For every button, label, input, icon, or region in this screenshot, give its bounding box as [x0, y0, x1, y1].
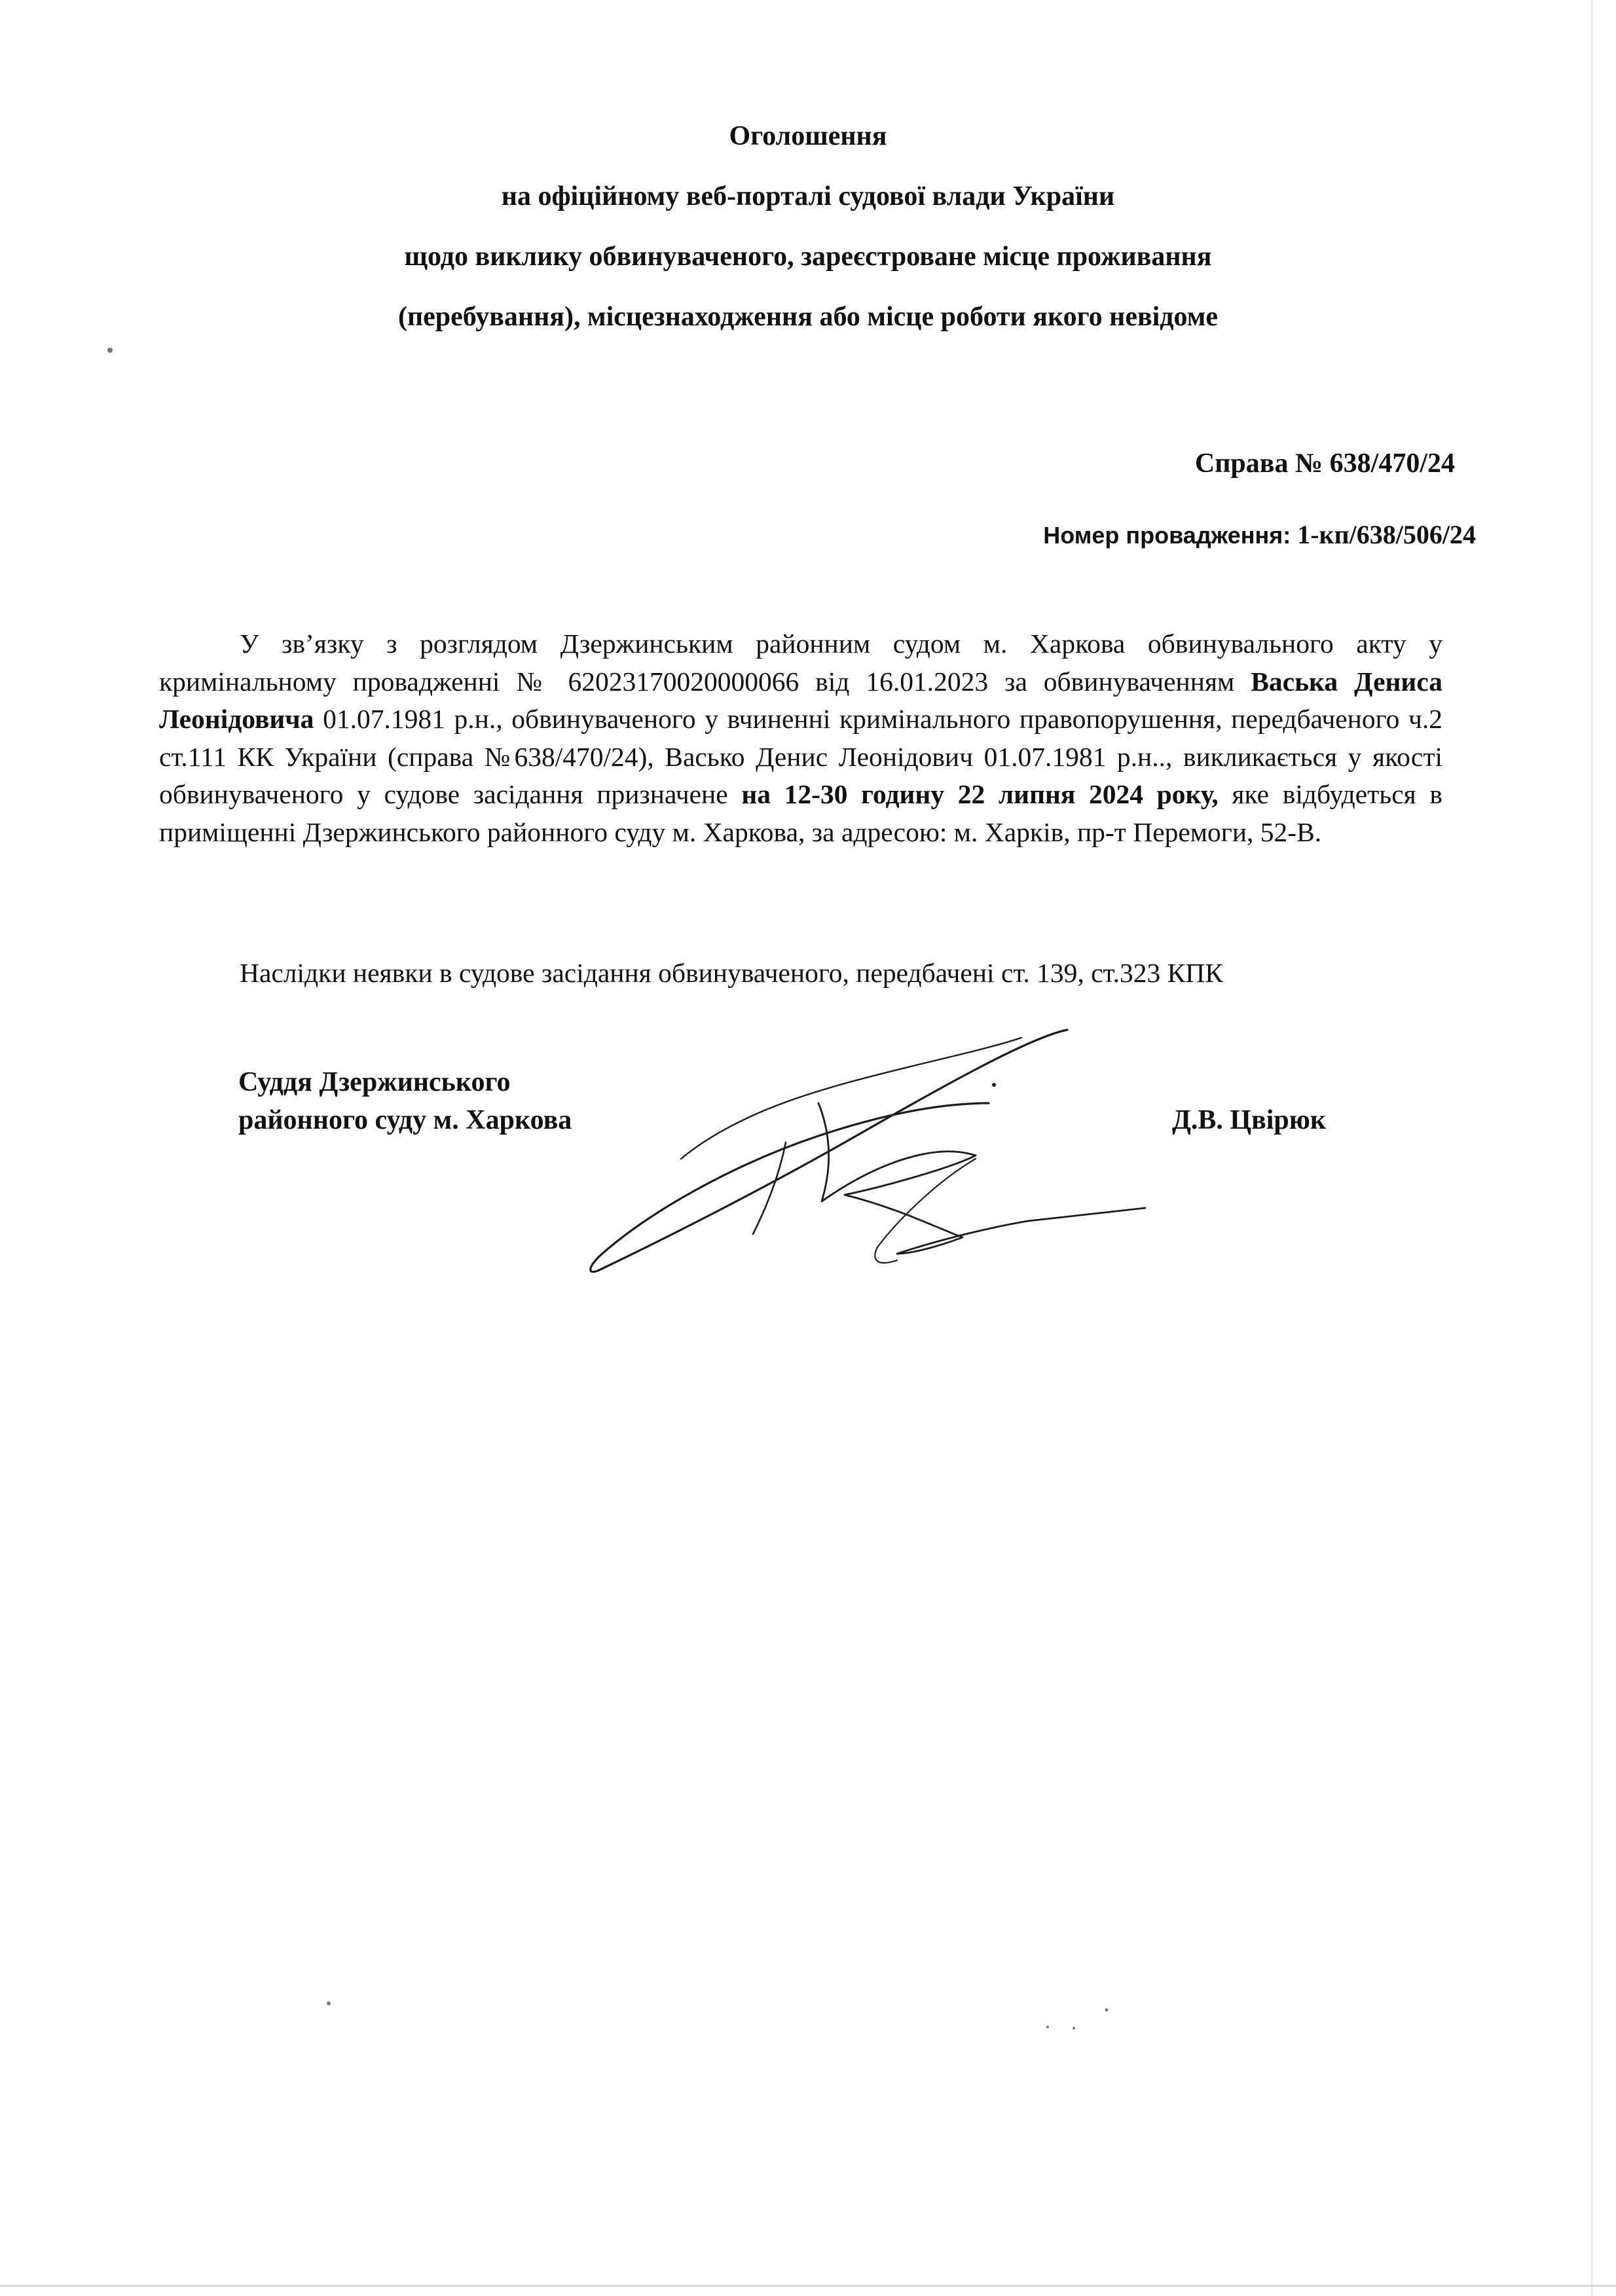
scan-edge-bottom [0, 2285, 1616, 2287]
proceeding-value: 1-кп/638/506/24 [1297, 520, 1476, 549]
accused-name: Васька Дениса Леонідовича [159, 666, 1442, 735]
scan-speck [327, 2001, 331, 2005]
signature-stroke-loop [818, 1103, 1146, 1254]
judge-position-line2: районного суду м. Харкова [238, 1105, 572, 1135]
header-line-summons: щодо виклику обвинуваченого, зареєстроване місце проживання [404, 242, 1212, 272]
signature-stroke-upper [681, 1038, 1021, 1159]
hearing-datetime: на 12-30 годину 22 липня 2024 року, [741, 779, 1219, 810]
judge-position-line1: Суддя Дзержинського [238, 1067, 511, 1097]
proceeding-label: Номер провадження: [1043, 522, 1291, 549]
summons-text-charge: 01.07.1981 р.н., обвинуваченого у вчиненні кримінального правопорушення, передбаченого ч.2 ст.111 КК України (справа №638/470/24), Васько Денис Леонідович 01.07.1981 р.н.., викликається у якості обвинуваченого у судове засідання призначене [159, 704, 1442, 810]
scan-speck [1046, 2026, 1049, 2028]
scan-speck [1073, 2027, 1075, 2030]
summons-paragraph [159, 625, 1442, 852]
summons-body [159, 625, 1442, 852]
scan-speck [1105, 2009, 1109, 2012]
case-number: Справа № 638/470/24 [1194, 448, 1455, 479]
scan-speck [107, 348, 113, 353]
announcement-header [0, 106, 1616, 347]
summons-text-address: яке відбудеться в приміщенні Дзержинського районного суду м. Харкова, за адресою: м. Харків, пр-т Перемоги, 52-В. [159, 779, 1442, 847]
signature-stroke-tail [753, 1142, 786, 1234]
proceeding-number [1043, 517, 1476, 553]
header-line-residence: (перебування), місцезнаходження або місце роботи якого невідоме [397, 302, 1219, 332]
announcement-title: Оголошення [729, 121, 887, 151]
judge-name: Д.В. Цвірюк [1172, 1105, 1327, 1135]
header-line-portal: на офіційному веб-порталі судової влади України [501, 181, 1115, 211]
judge-position [238, 1063, 572, 1139]
summons-text-intro: У зв’язку з розглядом Дзержинським районним судом м. Харкова обвинувального акту у кримінальному провадженні № 62023170020000066 від 16.01.2023 за обвинуваченням [159, 629, 1442, 697]
consequences-paragraph: Наслідки неявки в судове засідання обвинуваченого, передбачені ст. 139, ст.323 КПК [240, 958, 1223, 988]
handwritten-signature-icon [570, 1011, 1146, 1293]
signature-dot [992, 1083, 996, 1087]
